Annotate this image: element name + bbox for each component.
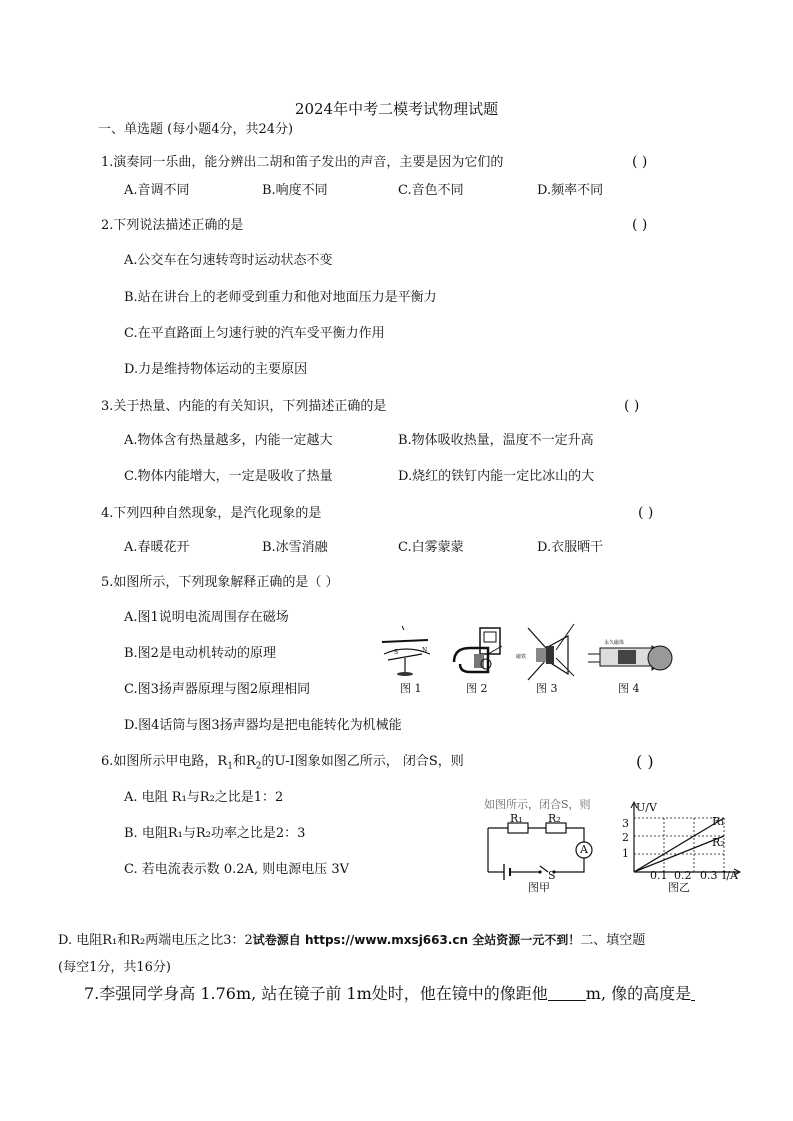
figure-4-caption: 图 4: [618, 682, 640, 695]
q4-option-c: C.白雾蒙蒙: [398, 540, 464, 555]
graph-xtick-0.1: 0.1: [650, 869, 668, 882]
q1-answer-paren: ( ): [632, 154, 648, 170]
q2-option-b: B.站在讲台上的老师受到重力和他对地面压力是平衡力: [124, 290, 437, 305]
graph-ytick-2: 2: [622, 831, 629, 844]
graph-xtick-0.2: 0.2: [674, 869, 692, 882]
q2-stem: 2.下列说法描述正确的是: [101, 218, 244, 233]
graph-series-r2-label: R₂: [712, 836, 725, 849]
figure-4-illustration: [588, 639, 672, 670]
graph-ylabel: U/V: [636, 801, 657, 814]
q7-text-b: m, 像的高度是: [585, 984, 692, 1003]
q5-option-d: D.图4话筒与图3扬声器均是把电能转化为机械能: [124, 718, 402, 733]
q2-option-c: C.在平直路面上匀速行驶的汽车受平衡力作用: [124, 326, 385, 341]
q3-option-d: D.烧红的铁钉内能一定比冰山的大: [398, 469, 595, 484]
graph-caption: 图乙: [668, 881, 690, 894]
q3-stem: 3.关于热量、内能的有关知识，下列描述正确的是: [101, 399, 387, 414]
q3-answer-paren: ( ): [624, 398, 640, 414]
q3-option-a: A.物体含有热量越多，内能一定越大: [124, 433, 333, 448]
q4-answer-paren: ( ): [638, 505, 654, 521]
circuit-top-text: 如图所示，闭合S，则: [484, 798, 591, 811]
graph-xlabel: I/A: [722, 869, 738, 882]
q6-option-d: D. 电阻R₁和R₂两端电压之比3：2: [58, 933, 253, 948]
q6-option-b: B. 电阻R₁与R₂功率之比是2：3: [124, 826, 306, 841]
exam-title: 2024年中考二模考试物理试题: [294, 100, 499, 118]
q6-stem-part-b: 和R: [232, 754, 256, 769]
figure-1-caption: 图 1: [400, 682, 422, 695]
section-2-heading-cont: (每空1分，共16分): [58, 960, 171, 975]
svg-text:N: N: [422, 647, 428, 654]
q1-option-c: C.音色不同: [398, 183, 464, 198]
q6-option-d-line: [58, 932, 645, 949]
section-2-heading: 二、填空题: [580, 933, 646, 948]
q4-option-a: A.春暖花开: [124, 540, 190, 555]
q5-option-a: A.图1说明电流周围存在磁场: [124, 610, 289, 625]
graph-line-r1: [634, 818, 724, 872]
figure-3-illustration: [516, 624, 574, 680]
circuit-caption: 图甲: [528, 881, 550, 894]
svg-text:磁铁: 磁铁: [516, 654, 527, 660]
q5-option-c: C.图3扬声器原理与图2原理相同: [124, 682, 311, 697]
q1-option-d: D.频率不同: [537, 183, 604, 198]
circuit-label-r2: R₂: [548, 812, 561, 825]
q6-stem: 6.如图所示甲电路，$R_1$和$R_2$的U-I图象如图乙所示， 闭合S，则: [101, 754, 464, 772]
q4-option-b: B.冰雪消融: [262, 540, 328, 555]
q6-stem-part-c: 的U-I图象如图乙所示， 闭合S，则: [261, 754, 464, 769]
graph-ytick-1: 1: [622, 847, 629, 860]
q1-option-a: A.音调不同: [124, 183, 190, 198]
svg-text:S: S: [394, 649, 399, 656]
q6-option-a: A. 电阻 R₁与R₂之比是1：2: [124, 790, 284, 805]
q6-option-c: C. 若电流表示数 0.2A, 则电源电压 3V: [124, 862, 349, 877]
q6-answer-paren: ( ): [636, 752, 654, 771]
q7-blank-2[interactable]: [691, 986, 695, 1001]
svg-text:永久磁体: 永久磁体: [604, 640, 625, 646]
circuit-label-switch: S: [548, 869, 556, 882]
q4-option-d: D.衣服晒干: [537, 540, 604, 555]
graph-series: [634, 818, 724, 872]
q2-answer-paren: ( ): [632, 217, 648, 233]
q1-stem: 1.演奏同一乐曲，能分辨出二胡和笛子发出的声音，主要是因为它们的: [101, 155, 504, 170]
q2-option-d: D.力是维持物体运动的主要原因: [124, 362, 308, 377]
q1-option-b: B.响度不同: [262, 183, 328, 198]
figure-2-illustration: [454, 628, 502, 672]
q7-blank-1[interactable]: [548, 986, 586, 1001]
figure-3-caption: 图 3: [536, 682, 558, 695]
section-1-heading: 一、单选题 (每小题4分，共24分): [98, 122, 294, 137]
figure-1-illustration: [382, 626, 430, 676]
graph-ytick-3: 3: [622, 817, 629, 830]
graph-series-r1-label: R₁: [712, 815, 725, 828]
figure-2-caption: 图 2: [466, 682, 488, 695]
watermark-text: 试卷源自 https://www.mxsj663.cn 全站资源一元不到！: [252, 933, 581, 947]
q3-option-b: B.物体吸收热量，温度不一定升高: [398, 433, 594, 448]
q2-option-a: A.公交车在匀速转弯时运动状态不变: [124, 253, 333, 268]
q6-stem-part-a: 6.如图所示甲电路，R: [101, 754, 228, 769]
q4-stem: 4.下列四种自然现象，是汽化现象的是: [101, 506, 322, 521]
q7-text-a: 7.李强同学身高 1.76m, 站在镜子前 1m处时，他在镜中的像距他: [84, 984, 548, 1003]
q3-option-c: C.物体内能增大，一定是吸收了热量: [124, 469, 333, 484]
q5-stem: 5.如图所示，下列现象解释正确的是（ ）: [101, 575, 339, 590]
circuit-label-ammeter: A: [580, 843, 588, 856]
circuit-label-r1: R₁: [510, 812, 523, 825]
q7-line: [84, 986, 695, 1002]
graph-xtick-0.3: 0.3: [700, 869, 718, 882]
q5-option-b: B.图2是电动机转动的原理: [124, 646, 276, 661]
